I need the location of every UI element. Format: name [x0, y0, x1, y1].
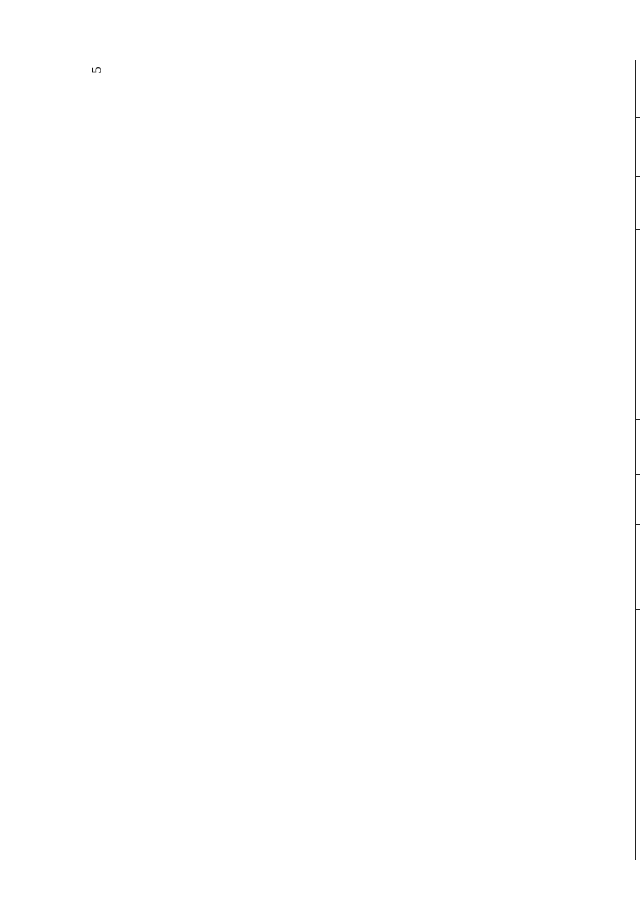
table-top-rule [635, 60, 636, 860]
page-number: 5 [90, 66, 105, 74]
rotated-table [635, 60, 640, 860]
